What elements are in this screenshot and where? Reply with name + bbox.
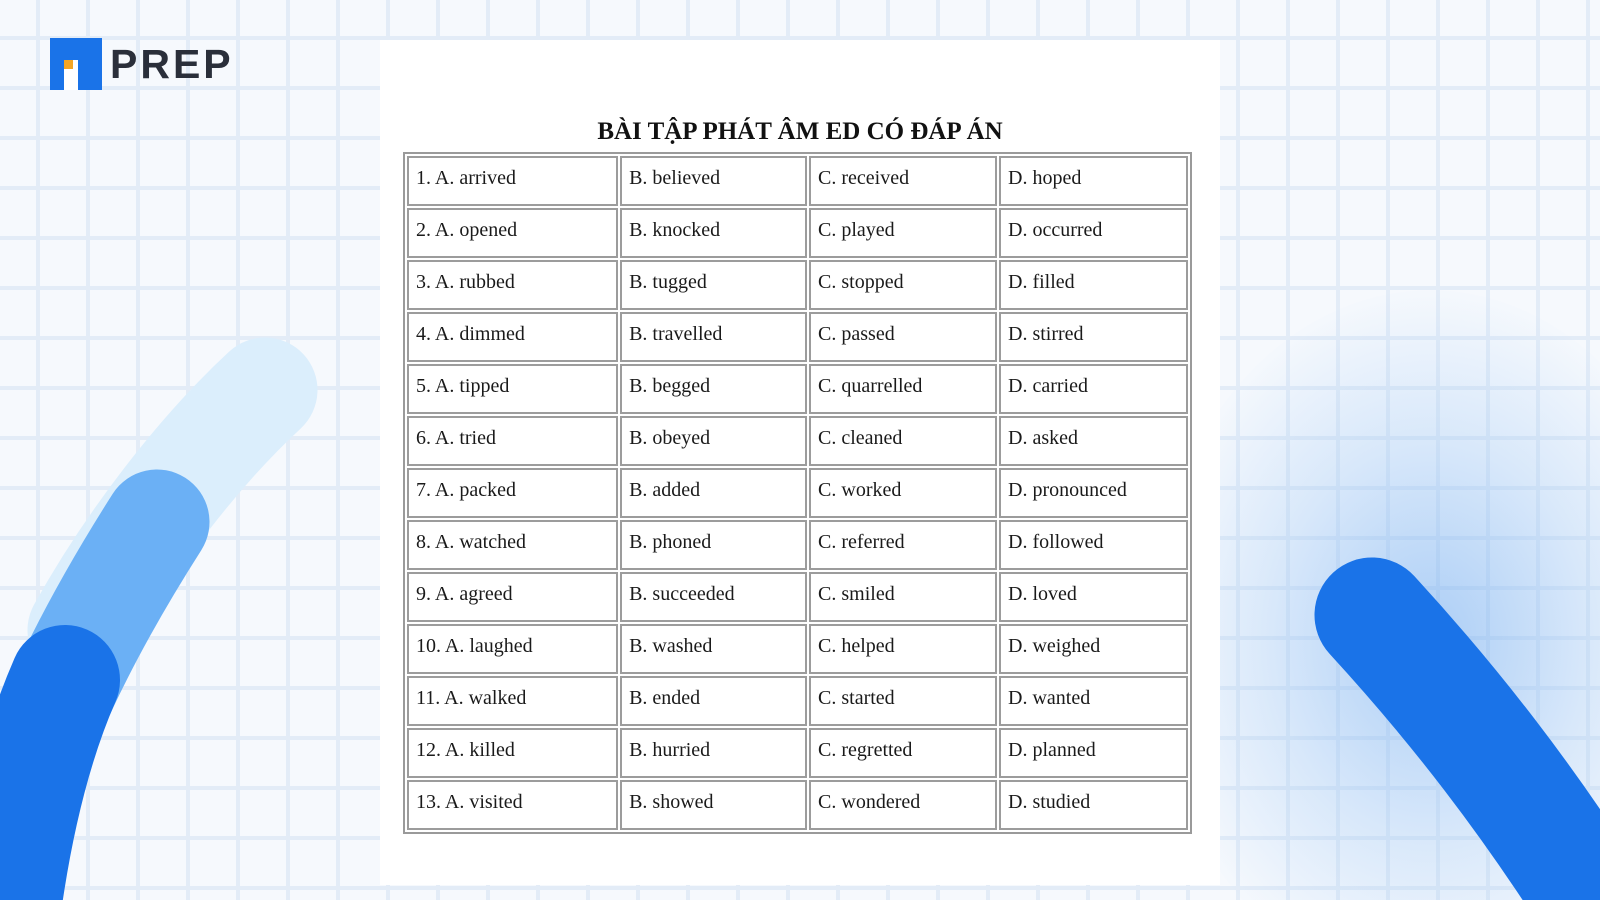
- answer-option-cell: D. wanted: [999, 676, 1188, 726]
- answer-option-cell: B. showed: [620, 780, 807, 830]
- answer-option-cell: D. occurred: [999, 208, 1188, 258]
- answer-option-cell: C. received: [809, 156, 997, 206]
- table-row: [407, 208, 1188, 258]
- answer-option-cell: 3. A. rubbed: [407, 260, 618, 310]
- arc-light: [50, 522, 157, 720]
- answer-option-cell: 7. A. packed: [407, 468, 618, 518]
- answer-option-cell: 9. A. agreed: [407, 572, 618, 622]
- answer-option-cell: C. played: [809, 208, 997, 258]
- answer-option-cell: 13. A. visited: [407, 780, 618, 830]
- answer-option-cell: C. referred: [809, 520, 997, 570]
- answer-option-cell: D. followed: [999, 520, 1188, 570]
- answer-option-cell: C. helped: [809, 624, 997, 674]
- answer-option-cell: D. carried: [999, 364, 1188, 414]
- brand-name: PREP: [110, 40, 234, 87]
- table-row: [407, 572, 1188, 622]
- arc-pale: [80, 390, 265, 630]
- answer-option-cell: D. weighed: [999, 624, 1188, 674]
- answer-option-cell: C. stopped: [809, 260, 997, 310]
- arc-dark-left: [0, 680, 65, 900]
- answer-option-cell: B. ended: [620, 676, 807, 726]
- answer-option-cell: D. asked: [999, 416, 1188, 466]
- answer-option-cell: B. added: [620, 468, 807, 518]
- table-row: [407, 156, 1188, 206]
- answer-option-cell: C. worked: [809, 468, 997, 518]
- answer-option-cell: 6. A. tried: [407, 416, 618, 466]
- table-row: [407, 416, 1188, 466]
- answer-option-cell: B. travelled: [620, 312, 807, 362]
- answer-option-cell: D. hoped: [999, 156, 1188, 206]
- answer-option-cell: D. stirred: [999, 312, 1188, 362]
- answer-option-cell: 4. A. dimmed: [407, 312, 618, 362]
- answer-option-cell: C. wondered: [809, 780, 997, 830]
- answer-option-cell: 1. A. arrived: [407, 156, 618, 206]
- table-row: [407, 676, 1188, 726]
- table-row: [407, 728, 1188, 778]
- answer-option-cell: D. filled: [999, 260, 1188, 310]
- answer-option-cell: B. knocked: [620, 208, 807, 258]
- table-row: [407, 780, 1188, 830]
- table-row: [407, 624, 1188, 674]
- answer-option-cell: B. tugged: [620, 260, 807, 310]
- answer-option-cell: 5. A. tipped: [407, 364, 618, 414]
- table-row: [407, 520, 1188, 570]
- answer-option-cell: B. obeyed: [620, 416, 807, 466]
- answer-option-cell: 8. A. watched: [407, 520, 618, 570]
- exercise-table-body: [407, 156, 1188, 830]
- table-row: [407, 260, 1188, 310]
- answer-option-cell: C. quarrelled: [809, 364, 997, 414]
- answer-option-cell: 12. A. killed: [407, 728, 618, 778]
- answer-option-cell: B. hurried: [620, 728, 807, 778]
- answer-option-cell: C. started: [809, 676, 997, 726]
- answer-option-cell: C. regretted: [809, 728, 997, 778]
- answer-option-cell: D. planned: [999, 728, 1188, 778]
- table-row: [407, 468, 1188, 518]
- answer-option-cell: B. succeeded: [620, 572, 807, 622]
- table-row: [407, 364, 1188, 414]
- answer-option-cell: 11. A. walked: [407, 676, 618, 726]
- prep-logo-icon: [50, 38, 102, 90]
- answer-option-cell: B. phoned: [620, 520, 807, 570]
- worksheet-title: BÀI TẬP PHÁT ÂM ED CÓ ĐÁP ÁN: [597, 118, 1003, 145]
- answer-option-cell: 2. A. opened: [407, 208, 618, 258]
- answer-option-cell: C. cleaned: [809, 416, 997, 466]
- answer-option-cell: B. begged: [620, 364, 807, 414]
- answer-option-cell: 10. A. laughed: [407, 624, 618, 674]
- answer-option-cell: D. loved: [999, 572, 1188, 622]
- brand-logo[interactable]: [50, 38, 234, 90]
- worksheet-card: [380, 40, 1220, 885]
- answer-option-cell: D. studied: [999, 780, 1188, 830]
- exercise-table: [403, 152, 1192, 834]
- answer-option-cell: B. washed: [620, 624, 807, 674]
- answer-option-cell: C. passed: [809, 312, 997, 362]
- answer-option-cell: D. pronounced: [999, 468, 1188, 518]
- answer-option-cell: C. smiled: [809, 572, 997, 622]
- table-row: [407, 312, 1188, 362]
- answer-option-cell: B. believed: [620, 156, 807, 206]
